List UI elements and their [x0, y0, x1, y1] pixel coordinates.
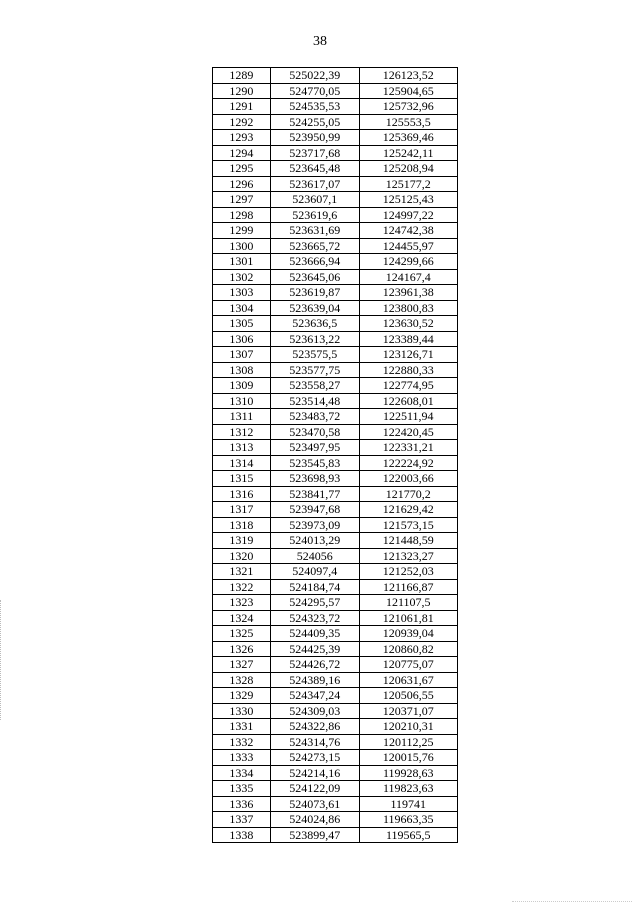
table-row — [213, 378, 458, 394]
table-row — [213, 238, 458, 254]
point-number-cell: 1295 — [213, 161, 271, 177]
table-row — [213, 641, 458, 657]
table-row — [213, 486, 458, 502]
table-row — [213, 471, 458, 487]
table-row — [213, 796, 458, 812]
table-row — [213, 827, 458, 843]
table-row — [213, 610, 458, 626]
table-row — [213, 502, 458, 518]
y-coordinate-cell: 123800,83 — [359, 300, 457, 316]
x-coordinate-cell: 524347,24 — [270, 688, 359, 704]
point-number-cell: 1327 — [213, 657, 271, 673]
x-coordinate-cell: 524214,16 — [270, 765, 359, 781]
point-number-cell: 1336 — [213, 796, 271, 812]
x-coordinate-cell: 523619,6 — [270, 207, 359, 223]
table-row — [213, 579, 458, 595]
point-number-cell: 1297 — [213, 192, 271, 208]
x-coordinate-cell: 523841,77 — [270, 486, 359, 502]
y-coordinate-cell: 119741 — [359, 796, 457, 812]
y-coordinate-cell: 125904,65 — [359, 83, 457, 99]
point-number-cell: 1311 — [213, 409, 271, 425]
y-coordinate-cell: 120015,76 — [359, 750, 457, 766]
point-number-cell: 1305 — [213, 316, 271, 332]
y-coordinate-cell: 122224,92 — [359, 455, 457, 471]
point-number-cell: 1313 — [213, 440, 271, 456]
x-coordinate-cell: 524255,05 — [270, 114, 359, 130]
y-coordinate-cell: 119928,63 — [359, 765, 457, 781]
x-coordinate-cell: 524097,4 — [270, 564, 359, 580]
point-number-cell: 1324 — [213, 610, 271, 626]
y-coordinate-cell: 121770,2 — [359, 486, 457, 502]
point-number-cell: 1299 — [213, 223, 271, 239]
y-coordinate-cell: 120506,55 — [359, 688, 457, 704]
y-coordinate-cell: 125208,94 — [359, 161, 457, 177]
point-number-cell: 1320 — [213, 548, 271, 564]
y-coordinate-cell: 124742,38 — [359, 223, 457, 239]
table-row — [213, 269, 458, 285]
point-number-cell: 1321 — [213, 564, 271, 580]
x-coordinate-cell: 525022,39 — [270, 68, 359, 84]
table-row — [213, 347, 458, 363]
table-row — [213, 130, 458, 146]
y-coordinate-cell: 120860,82 — [359, 641, 457, 657]
x-coordinate-cell: 524535,53 — [270, 99, 359, 115]
y-coordinate-cell: 124455,97 — [359, 238, 457, 254]
point-number-cell: 1290 — [213, 83, 271, 99]
table-row — [213, 99, 458, 115]
table-row — [213, 176, 458, 192]
point-number-cell: 1331 — [213, 719, 271, 735]
scan-edge-mark — [0, 600, 7, 720]
x-coordinate-cell: 524295,57 — [270, 595, 359, 611]
table-row — [213, 657, 458, 673]
y-coordinate-cell: 124299,66 — [359, 254, 457, 270]
table-row — [213, 688, 458, 704]
x-coordinate-cell: 524013,29 — [270, 533, 359, 549]
table-row — [213, 781, 458, 797]
y-coordinate-cell: 120371,07 — [359, 703, 457, 719]
point-number-cell: 1337 — [213, 812, 271, 828]
y-coordinate-cell: 125369,46 — [359, 130, 457, 146]
x-coordinate-cell: 523483,72 — [270, 409, 359, 425]
table-row — [213, 455, 458, 471]
table-row — [213, 440, 458, 456]
table-row — [213, 595, 458, 611]
point-number-cell: 1303 — [213, 285, 271, 301]
x-coordinate-cell: 523645,48 — [270, 161, 359, 177]
point-number-cell: 1314 — [213, 455, 271, 471]
table-row — [213, 424, 458, 440]
y-coordinate-cell: 125553,5 — [359, 114, 457, 130]
x-coordinate-cell: 524024,86 — [270, 812, 359, 828]
point-number-cell: 1309 — [213, 378, 271, 394]
point-number-cell: 1335 — [213, 781, 271, 797]
point-number-cell: 1300 — [213, 238, 271, 254]
point-number-cell: 1307 — [213, 347, 271, 363]
point-number-cell: 1318 — [213, 517, 271, 533]
table-row — [213, 517, 458, 533]
y-coordinate-cell: 122420,45 — [359, 424, 457, 440]
x-coordinate-cell: 524389,16 — [270, 672, 359, 688]
point-number-cell: 1316 — [213, 486, 271, 502]
x-coordinate-cell: 523698,93 — [270, 471, 359, 487]
point-number-cell: 1317 — [213, 502, 271, 518]
x-coordinate-cell: 523950,99 — [270, 130, 359, 146]
x-coordinate-cell: 524309,03 — [270, 703, 359, 719]
point-number-cell: 1293 — [213, 130, 271, 146]
y-coordinate-cell: 122608,01 — [359, 393, 457, 409]
table-row — [213, 393, 458, 409]
point-number-cell: 1329 — [213, 688, 271, 704]
x-coordinate-cell: 524770,05 — [270, 83, 359, 99]
table-row — [213, 750, 458, 766]
y-coordinate-cell: 125732,96 — [359, 99, 457, 115]
table-row — [213, 83, 458, 99]
x-coordinate-cell: 524273,15 — [270, 750, 359, 766]
point-number-cell: 1326 — [213, 641, 271, 657]
table-row — [213, 548, 458, 564]
table-row — [213, 564, 458, 580]
x-coordinate-cell: 523558,27 — [270, 378, 359, 394]
y-coordinate-cell: 122003,66 — [359, 471, 457, 487]
point-number-cell: 1292 — [213, 114, 271, 130]
table-row — [213, 331, 458, 347]
y-coordinate-cell: 123630,52 — [359, 316, 457, 332]
point-number-cell: 1322 — [213, 579, 271, 595]
x-coordinate-cell: 524122,09 — [270, 781, 359, 797]
y-coordinate-cell: 119565,5 — [359, 827, 457, 843]
x-coordinate-cell: 524314,76 — [270, 734, 359, 750]
table-row — [213, 207, 458, 223]
table-row — [213, 734, 458, 750]
point-number-cell: 1302 — [213, 269, 271, 285]
x-coordinate-cell: 524425,39 — [270, 641, 359, 657]
table-row — [213, 719, 458, 735]
x-coordinate-cell: 523665,72 — [270, 238, 359, 254]
table-row — [213, 703, 458, 719]
x-coordinate-cell: 523947,68 — [270, 502, 359, 518]
table-row — [213, 114, 458, 130]
x-coordinate-cell: 523639,04 — [270, 300, 359, 316]
x-coordinate-cell: 523619,87 — [270, 285, 359, 301]
x-coordinate-cell: 523973,09 — [270, 517, 359, 533]
point-number-cell: 1291 — [213, 99, 271, 115]
x-coordinate-cell: 523607,1 — [270, 192, 359, 208]
table-row — [213, 145, 458, 161]
y-coordinate-cell: 121323,27 — [359, 548, 457, 564]
x-coordinate-cell: 524056 — [270, 548, 359, 564]
x-coordinate-cell: 524409,35 — [270, 626, 359, 642]
x-coordinate-cell: 523575,5 — [270, 347, 359, 363]
y-coordinate-cell: 120939,04 — [359, 626, 457, 642]
y-coordinate-cell: 119663,35 — [359, 812, 457, 828]
point-number-cell: 1306 — [213, 331, 271, 347]
point-number-cell: 1312 — [213, 424, 271, 440]
x-coordinate-cell: 524323,72 — [270, 610, 359, 626]
point-number-cell: 1333 — [213, 750, 271, 766]
y-coordinate-cell: 120631,67 — [359, 672, 457, 688]
x-coordinate-cell: 524322,86 — [270, 719, 359, 735]
table-row — [213, 300, 458, 316]
point-number-cell: 1310 — [213, 393, 271, 409]
table-row — [213, 68, 458, 84]
point-number-cell: 1298 — [213, 207, 271, 223]
point-number-cell: 1289 — [213, 68, 271, 84]
x-coordinate-cell: 523514,48 — [270, 393, 359, 409]
page-number: 38 — [313, 34, 327, 49]
y-coordinate-cell: 119823,63 — [359, 781, 457, 797]
point-number-cell: 1338 — [213, 827, 271, 843]
y-coordinate-cell: 124997,22 — [359, 207, 457, 223]
point-number-cell: 1301 — [213, 254, 271, 270]
table-row — [213, 192, 458, 208]
x-coordinate-cell: 524184,74 — [270, 579, 359, 595]
x-coordinate-cell: 523645,06 — [270, 269, 359, 285]
table-row — [213, 223, 458, 239]
table-row — [213, 316, 458, 332]
point-number-cell: 1319 — [213, 533, 271, 549]
x-coordinate-cell: 523631,69 — [270, 223, 359, 239]
y-coordinate-cell: 122880,33 — [359, 362, 457, 378]
y-coordinate-cell: 120775,07 — [359, 657, 457, 673]
point-number-cell: 1296 — [213, 176, 271, 192]
table-row — [213, 161, 458, 177]
table-row — [213, 362, 458, 378]
y-coordinate-cell: 123389,44 — [359, 331, 457, 347]
y-coordinate-cell: 121573,15 — [359, 517, 457, 533]
table-row — [213, 254, 458, 270]
y-coordinate-cell: 123126,71 — [359, 347, 457, 363]
x-coordinate-cell: 523617,07 — [270, 176, 359, 192]
x-coordinate-cell: 523613,22 — [270, 331, 359, 347]
x-coordinate-cell: 524073,61 — [270, 796, 359, 812]
x-coordinate-cell: 523666,94 — [270, 254, 359, 270]
y-coordinate-cell: 120210,31 — [359, 719, 457, 735]
y-coordinate-cell: 122511,94 — [359, 409, 457, 425]
y-coordinate-cell: 121166,87 — [359, 579, 457, 595]
x-coordinate-cell: 523636,5 — [270, 316, 359, 332]
x-coordinate-cell: 523497,95 — [270, 440, 359, 456]
y-coordinate-cell: 121252,03 — [359, 564, 457, 580]
x-coordinate-cell: 523717,68 — [270, 145, 359, 161]
point-number-cell: 1315 — [213, 471, 271, 487]
point-number-cell: 1325 — [213, 626, 271, 642]
y-coordinate-cell: 121061,81 — [359, 610, 457, 626]
y-coordinate-cell: 126123,52 — [359, 68, 457, 84]
table-row — [213, 765, 458, 781]
point-number-cell: 1304 — [213, 300, 271, 316]
y-coordinate-cell: 121629,42 — [359, 502, 457, 518]
x-coordinate-cell: 523577,75 — [270, 362, 359, 378]
table-row — [213, 626, 458, 642]
x-coordinate-cell: 523470,58 — [270, 424, 359, 440]
point-number-cell: 1323 — [213, 595, 271, 611]
x-coordinate-cell: 523899,47 — [270, 827, 359, 843]
coordinates-table-body — [213, 68, 458, 843]
coordinates-table — [212, 67, 458, 843]
point-number-cell: 1330 — [213, 703, 271, 719]
table-row — [213, 285, 458, 301]
point-number-cell: 1334 — [213, 765, 271, 781]
y-coordinate-cell: 123961,38 — [359, 285, 457, 301]
table-row — [213, 409, 458, 425]
point-number-cell: 1332 — [213, 734, 271, 750]
y-coordinate-cell: 125242,11 — [359, 145, 457, 161]
y-coordinate-cell: 124167,4 — [359, 269, 457, 285]
point-number-cell: 1328 — [213, 672, 271, 688]
y-coordinate-cell: 121107,5 — [359, 595, 457, 611]
x-coordinate-cell: 523545,83 — [270, 455, 359, 471]
y-coordinate-cell: 122331,21 — [359, 440, 457, 456]
y-coordinate-cell: 125177,2 — [359, 176, 457, 192]
point-number-cell: 1308 — [213, 362, 271, 378]
point-number-cell: 1294 — [213, 145, 271, 161]
scan-bottom-mark — [512, 901, 632, 903]
table-row — [213, 533, 458, 549]
x-coordinate-cell: 524426,72 — [270, 657, 359, 673]
y-coordinate-cell: 125125,43 — [359, 192, 457, 208]
y-coordinate-cell: 120112,25 — [359, 734, 457, 750]
table-row — [213, 672, 458, 688]
y-coordinate-cell: 122774,95 — [359, 378, 457, 394]
table-row — [213, 812, 458, 828]
y-coordinate-cell: 121448,59 — [359, 533, 457, 549]
